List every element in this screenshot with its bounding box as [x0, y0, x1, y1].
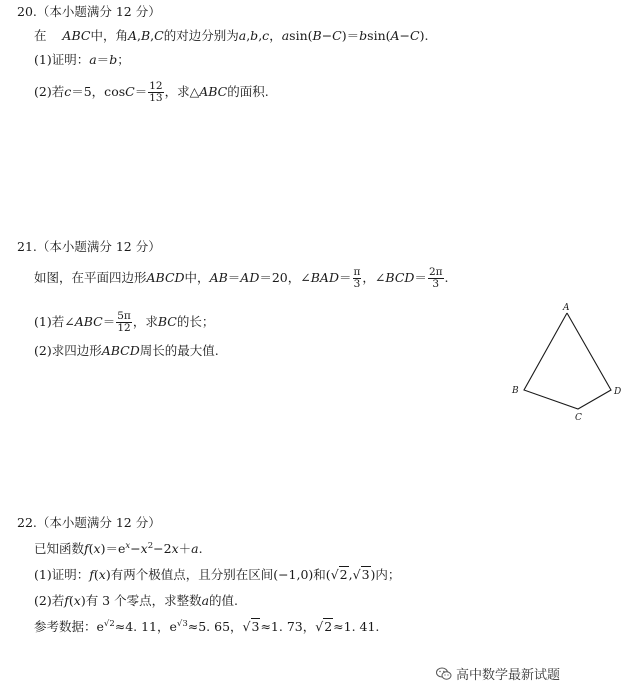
q20-header: 20.（本小题满分 12 分）: [17, 4, 161, 19]
q21-stem: 如图，在平面四边形ABCD中，AB＝AD＝20，∠BAD＝ $\frac{\pi}{3}$ ，∠BCD＝ $\frac{2\pi}{3}$ .: [34, 266, 449, 290]
q21-part2: (2)求四边形ABCD周长的最大值.: [34, 343, 219, 358]
q22-reference-data: 参考数据：$e^{√2}\approx 4$. 11，$e^{√3}\approx 5$. 65，√3≈1. 73，√2≈1. 41.: [34, 619, 380, 634]
vertex-label-b: B: [512, 386, 519, 396]
q20-part2: (2)若c＝5，cosC＝ $\frac{12}{13}$ ，求△ABC的面积.: [34, 80, 269, 104]
quadrilateral-figure: [505, 300, 628, 425]
q22-header: 22.（本小题满分 12 分）: [17, 515, 161, 530]
q21-header: 21.（本小题满分 12 分）: [17, 239, 161, 254]
q20-part1: (1)证明：a＝b；: [34, 52, 130, 67]
wechat-icon: [436, 667, 452, 681]
vertex-label-a: A: [563, 303, 570, 313]
cos-c-fraction: $\frac{12}{13}$: [149, 80, 163, 104]
q22-part2: (2)若f(x)有 3 个零点，求整数a的值.: [34, 593, 239, 608]
watermark-text: 高中数学最新试题: [456, 668, 561, 683]
q20-stem: 在 ABC中，角A,B,C的对边分别为a,b,c，asin(B−C)＝bsin(A−C).: [34, 28, 429, 43]
q22-part1: (1)证明：f(x)有两个极值点，且分别在区间(−1,0)和(√2,√3)内；: [34, 567, 401, 582]
q22-stem: 已知函数$f(x)=e^x-x^2-2x+a$.: [34, 541, 203, 556]
vertex-label-c: C: [575, 413, 582, 423]
vertex-label-d: D: [614, 387, 622, 397]
quadrilateral-outline: [524, 313, 611, 409]
q21-part1: (1)若∠ABC＝ $\frac{5\pi}{12}$ ，求BC的长；: [34, 310, 215, 334]
angle-bad-fraction: $\frac{\pi}{3}$: [353, 266, 361, 290]
watermark: [436, 664, 560, 683]
angle-bcd-fraction: $\frac{2\pi}{3}$: [428, 266, 443, 290]
angle-abc-fraction: $\frac{5\pi}{12}$: [117, 310, 131, 334]
